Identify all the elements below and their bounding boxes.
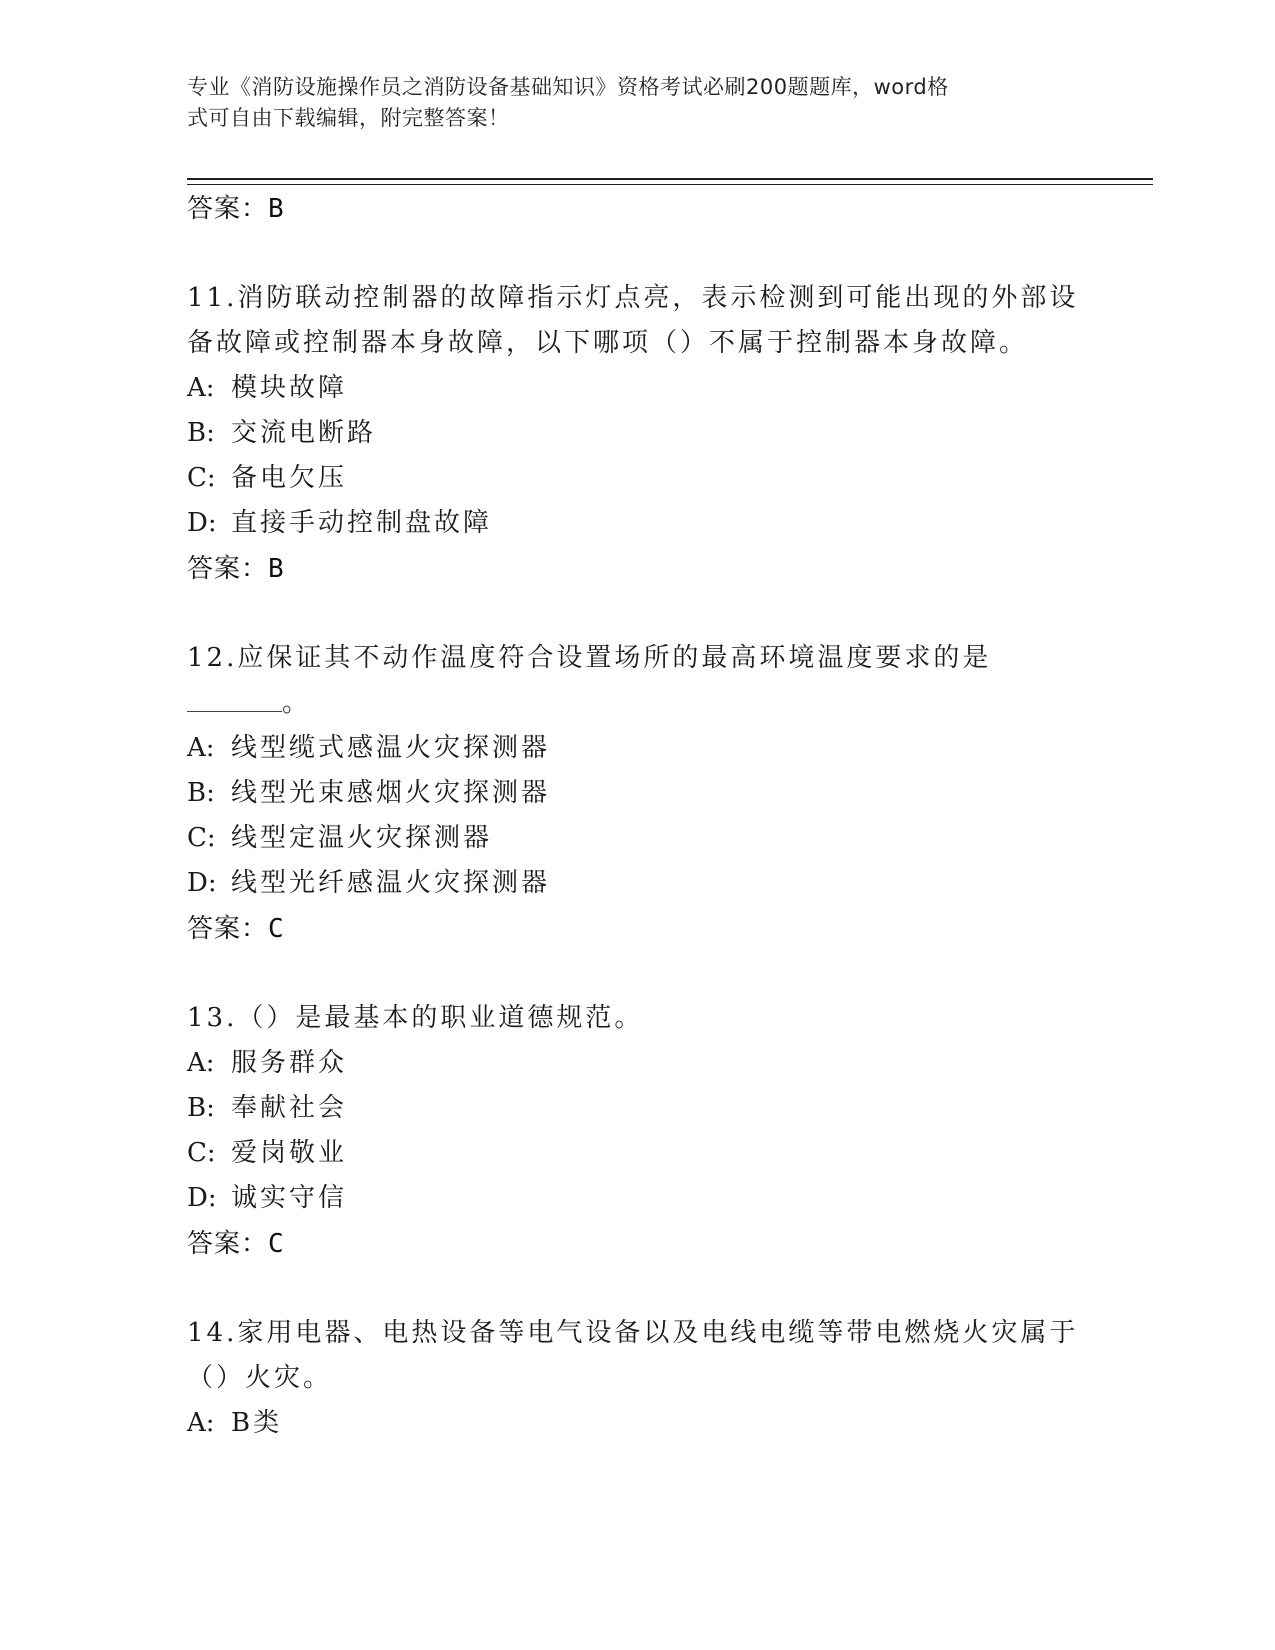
stem-line: 备故障或控制器本身故障，以下哪项（）不属于控制器本身故障。 <box>187 328 1029 358</box>
header-line-1: 专业《消防设施操作员之消防设备基础知识》资格考试必刷200题题库，word格 <box>187 75 949 99</box>
option-b <box>187 771 1087 816</box>
answer-line <box>187 1221 1087 1267</box>
option-d <box>187 501 1087 546</box>
option-key: D: <box>187 868 217 898</box>
option-c <box>187 456 1087 501</box>
option-text: 爱岗敬业 <box>231 1138 348 1168</box>
answer-line <box>187 186 1087 232</box>
option-key: C: <box>187 463 216 493</box>
question-stem <box>187 636 1087 726</box>
option-key: A: <box>187 373 215 403</box>
option-b <box>187 411 1087 456</box>
stem-line: （）火灾。 <box>187 1363 333 1393</box>
option-key: C: <box>187 1138 216 1168</box>
question-stem <box>187 996 1087 1041</box>
answer-value: B <box>268 194 285 224</box>
option-text: B类 <box>231 1408 283 1438</box>
stem-line: 14.家用电器、电热设备等电气设备以及电线电缆等带电燃烧火灾属于 <box>187 1318 1079 1348</box>
question-stem <box>187 1311 1087 1401</box>
option-c <box>187 1131 1087 1176</box>
question-list <box>187 186 1087 1446</box>
spacer <box>187 952 1087 996</box>
answer-value: B <box>268 554 285 584</box>
answer-label: 答案： <box>187 554 269 584</box>
question-stem <box>187 276 1087 366</box>
header-rule-thin <box>187 184 1153 185</box>
option-key: D: <box>187 508 217 538</box>
document-header <box>187 72 1077 134</box>
answer-line <box>187 546 1087 592</box>
option-b <box>187 1086 1087 1131</box>
option-a <box>187 726 1087 771</box>
answer-label: 答案： <box>187 194 269 224</box>
answer-value: C <box>268 914 285 944</box>
option-text: 奉献社会 <box>231 1093 348 1123</box>
question-11 <box>187 276 1087 592</box>
option-key: B: <box>187 418 215 448</box>
header-line-2: 式可自由下载编辑，附完整答案！ <box>187 106 510 130</box>
option-a <box>187 1041 1087 1086</box>
fill-in-blank <box>187 681 282 712</box>
answer-line <box>187 906 1087 952</box>
option-key: B: <box>187 778 215 808</box>
option-text: 诚实守信 <box>231 1183 348 1213</box>
option-text: 模块故障 <box>231 373 348 403</box>
blank-line <box>187 681 1087 726</box>
option-key: A: <box>187 1408 215 1438</box>
option-key: A: <box>187 733 215 763</box>
option-c <box>187 816 1087 861</box>
answer-value: C <box>268 1229 285 1259</box>
option-d <box>187 861 1087 906</box>
option-text: 线型定温火灾探测器 <box>231 823 493 853</box>
option-key: D: <box>187 1183 217 1213</box>
answer-label: 答案： <box>187 1229 269 1259</box>
spacer <box>187 232 1087 276</box>
option-text: 交流电断路 <box>231 418 377 448</box>
option-d <box>187 1176 1087 1221</box>
stem-line: 。 <box>282 688 312 718</box>
option-text: 线型缆式感温火灾探测器 <box>231 733 551 763</box>
option-key: B: <box>187 1093 215 1123</box>
option-text: 备电欠压 <box>231 463 348 493</box>
option-key: C: <box>187 823 216 853</box>
option-text: 线型光纤感温火灾探测器 <box>231 868 551 898</box>
question-14 <box>187 1311 1087 1446</box>
stem-line: 11.消防联动控制器的故障指示灯点亮，表示检测到可能出现的外部设 <box>187 283 1079 313</box>
answer-label: 答案： <box>187 914 269 944</box>
option-text: 直接手动控制盘故障 <box>231 508 493 538</box>
question-13 <box>187 996 1087 1267</box>
spacer <box>187 1267 1087 1311</box>
option-text: 服务群众 <box>231 1048 348 1078</box>
option-text: 线型光束感烟火灾探测器 <box>231 778 551 808</box>
stem-line: 12.应保证其不动作温度符合设置场所的最高环境温度要求的是 <box>187 643 992 673</box>
stem-line: 13.（）是最基本的职业道德规范。 <box>187 1003 644 1033</box>
question-12 <box>187 636 1087 952</box>
option-key: A: <box>187 1048 215 1078</box>
header-rule-thick <box>187 178 1153 180</box>
spacer <box>187 592 1087 636</box>
option-a <box>187 366 1087 411</box>
option-a <box>187 1401 1087 1446</box>
